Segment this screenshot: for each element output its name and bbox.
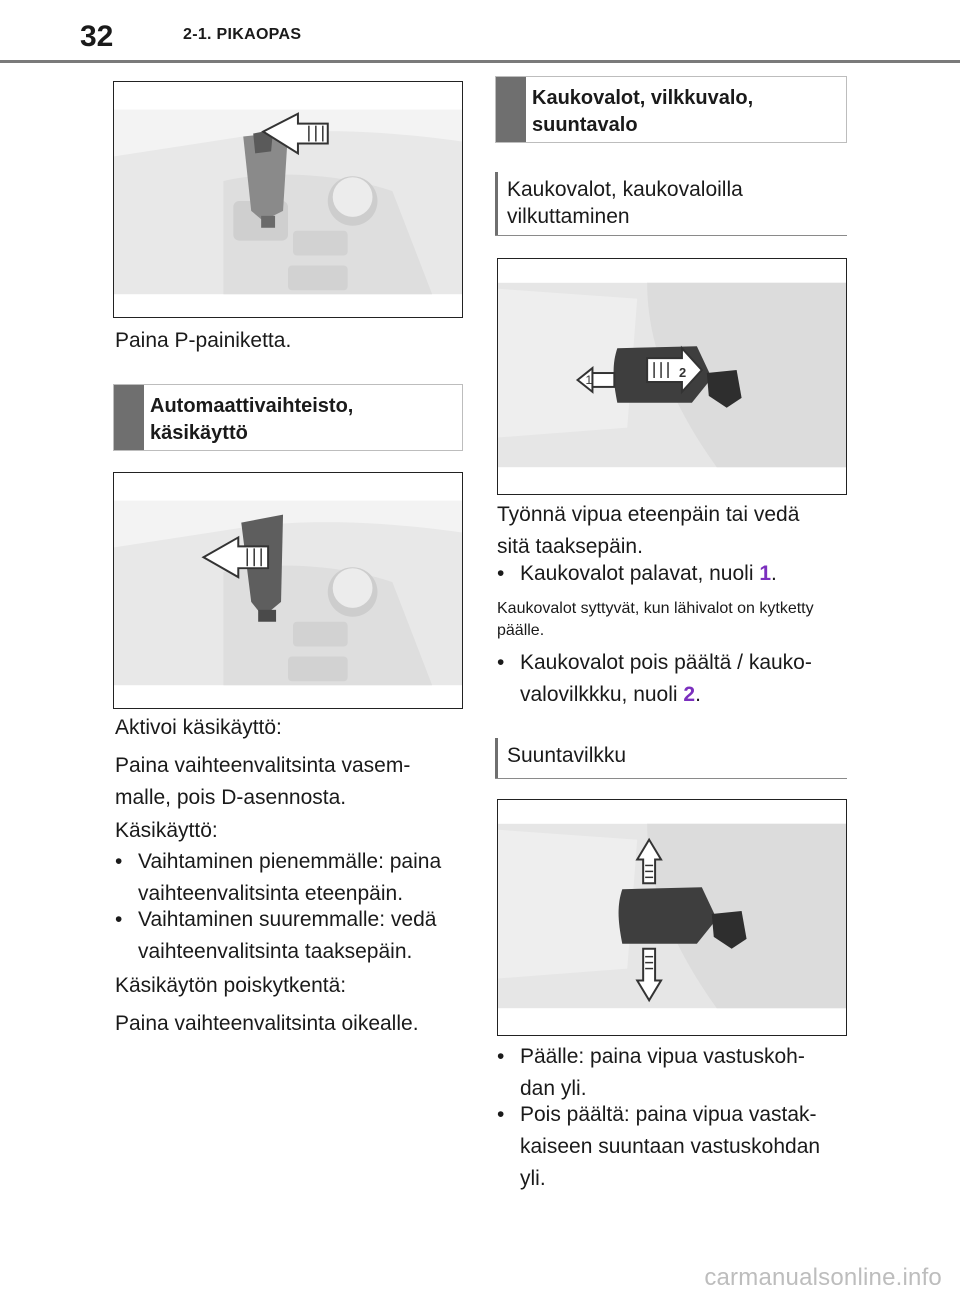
section-title: Kaukovalot, vilkkuvalo, suuntavalo — [532, 87, 754, 136]
bullet-downshift — [115, 846, 465, 910]
bullet-high-beam-off — [497, 647, 847, 711]
press-left-text-line2: malle, pois D-asennosta. — [115, 786, 347, 809]
bullet-text: Kaukovalot palavat, nuoli 1. — [520, 562, 777, 585]
subsection-bar — [495, 738, 498, 778]
watermark: carmanualsonline.info — [704, 1264, 942, 1291]
manual-off-label: Käsikäytön poiskytkentä: — [115, 974, 347, 997]
subsection-title: Suuntavilkku — [507, 744, 627, 767]
bullet-signal-off — [497, 1099, 847, 1195]
bullet-text: Pois päältä: paina vipua vastak- kaiseen suuntaan vastuskohdan yli. — [520, 1103, 821, 1190]
press-right-text: Paina vaihteenvalitsinta oikealle. — [115, 1012, 419, 1035]
arrow-label-2: 2 — [678, 365, 687, 380]
bullet-upshift — [115, 904, 465, 968]
arrow-label-1: 1 — [585, 372, 593, 387]
gear-selector-manual-figure — [113, 472, 463, 709]
arrow-ref-2: 2 — [683, 683, 696, 706]
bullet-dot: • — [497, 651, 505, 674]
bullet-dot: • — [497, 1045, 505, 1068]
bullet-text: Päälle: paina vipua vastuskoh- dan yli. — [520, 1045, 805, 1100]
header-rule — [0, 60, 960, 63]
bullet-dot: • — [115, 850, 123, 873]
section-header: 2-1. PIKAOPAS — [183, 26, 302, 43]
bullet-dot: • — [115, 908, 123, 931]
gear-selector-p-button-figure — [113, 81, 463, 318]
high-beam-stalk-figure — [497, 258, 847, 495]
push-pull-line1: Työnnä vipua eteenpäin tai vedä — [497, 503, 800, 526]
push-pull-line2: sitä taaksepäin. — [497, 535, 643, 558]
turn-signal-stalk-figure — [497, 799, 847, 1036]
bullet-dot: • — [497, 562, 505, 585]
caption-press-p: Paina P-painiketta. — [115, 329, 292, 352]
manual-mode-label: Käsikäyttö: — [115, 819, 218, 842]
arrow-ref-1: 1 — [759, 562, 772, 585]
high-beam-note: Kaukovalot syttyvät, kun lähivalot on kytketty päälle. — [497, 600, 814, 639]
section-title-bar — [114, 385, 144, 450]
subsection-title: Kaukovalot, kaukovaloilla vilkuttaminen — [507, 178, 743, 228]
bullet-dot: • — [497, 1103, 505, 1126]
section-title-bar — [496, 77, 526, 142]
bullet-text: Vaihtaminen suuremmalle: vedä vaihteenvalitsinta taaksepäin. — [138, 908, 437, 963]
page-number: 32 — [80, 20, 114, 53]
bullet-signal-on — [497, 1041, 847, 1105]
subsection-high-beam — [495, 172, 847, 236]
bullet-text: Kaukovalot pois päältä / kauko- valovilkkku, nuoli 2. — [520, 651, 812, 706]
bullet-high-beam-on — [497, 558, 847, 590]
section-title-box-lights — [495, 76, 847, 143]
section-title-box-manual-mode — [113, 384, 463, 451]
section-title: Automaattivaihteisto, käsikäyttö — [150, 395, 354, 444]
subsection-turn-signal — [495, 738, 847, 779]
bullet-text: Vaihtaminen pienemmälle: paina vaihteenvalitsinta eteenpäin. — [138, 850, 442, 905]
press-left-text-line1: Paina vaihteenvalitsinta vasem- — [115, 754, 411, 777]
subsection-bar — [495, 172, 498, 235]
activate-manual-text: Aktivoi käsikäyttö: — [115, 716, 282, 739]
